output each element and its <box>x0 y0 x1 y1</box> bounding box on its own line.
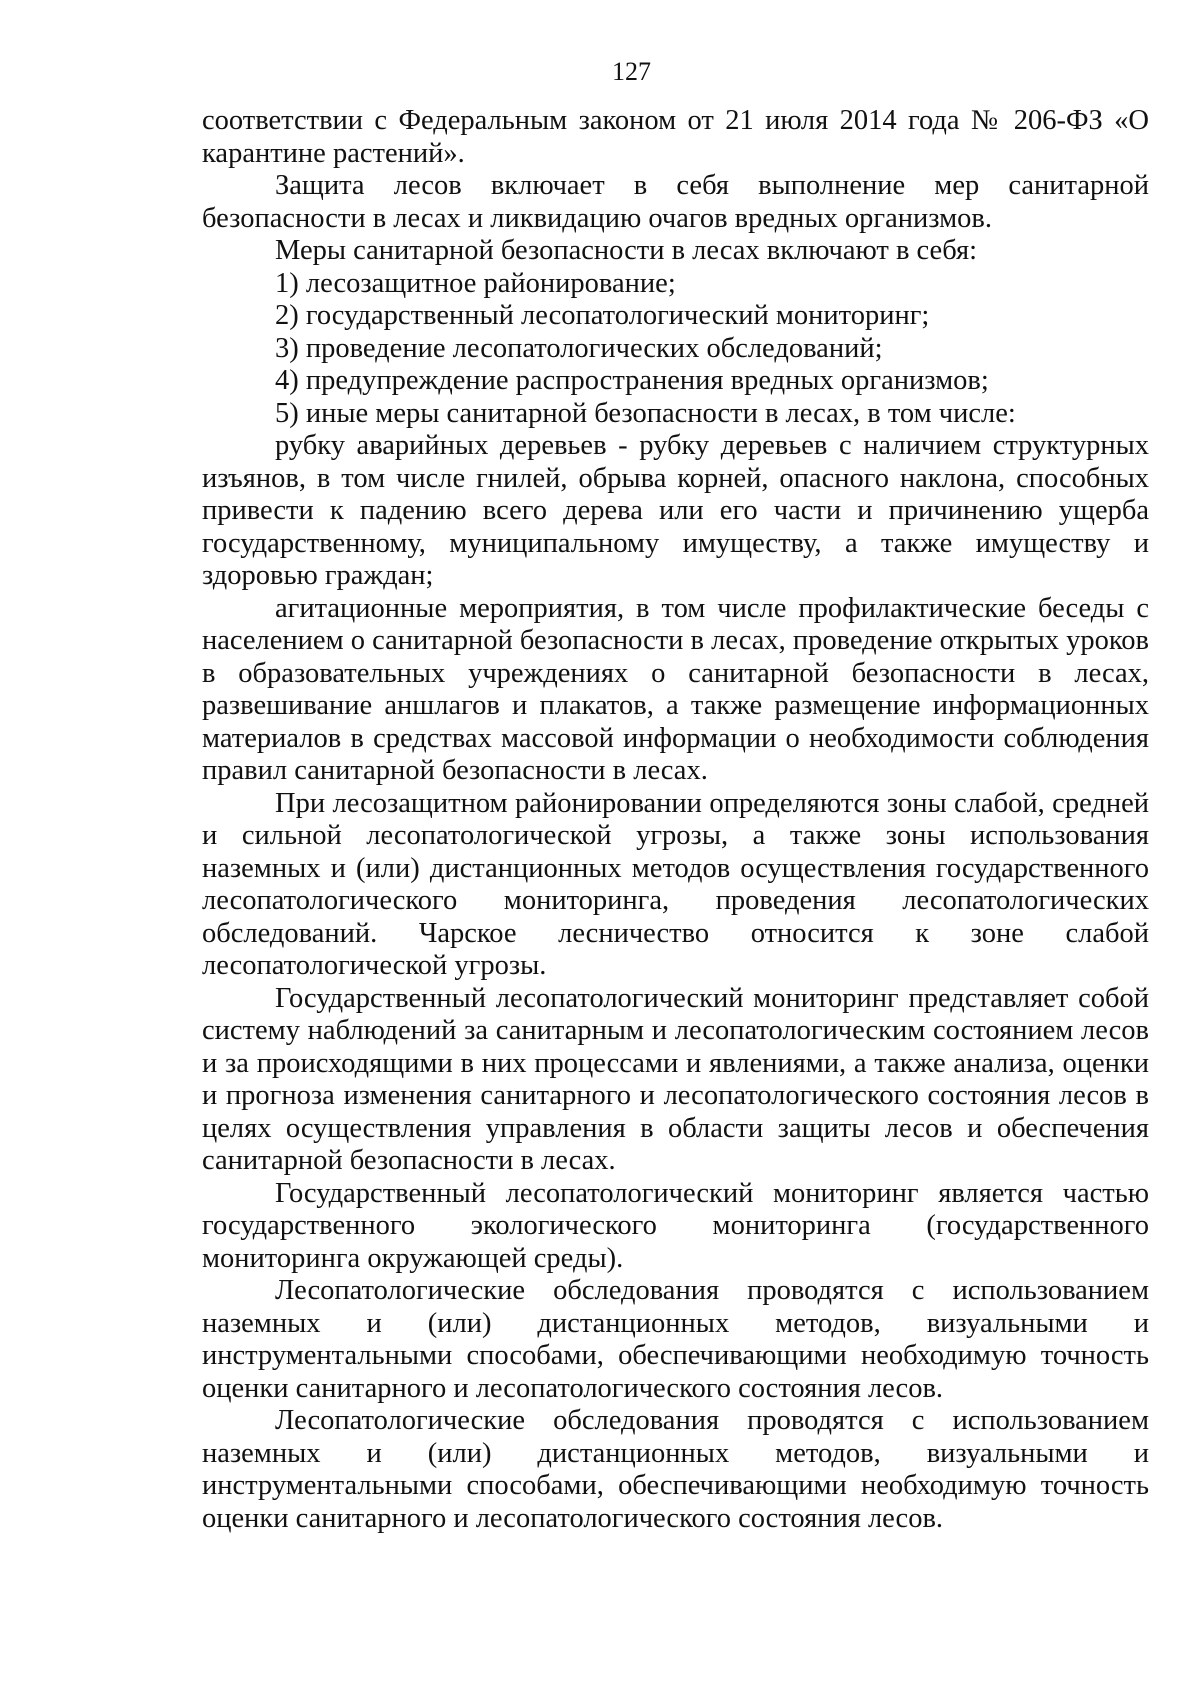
list-item-3: 3) проведение лесопатологических обследований; <box>275 332 883 364</box>
list-item-4: 4) предупреждение распространения вредных организмов; <box>275 365 989 396</box>
page-number: 127 <box>612 57 651 86</box>
paragraph-continuation: соответствии с Федеральным законом от 21 июля 2014 года № 206-ФЗ «О карантине растений». <box>202 105 1149 169</box>
paragraph-surveys-2: Лесопатологические обследования проводятся с использованием наземных и (или) дистанционных методов, визуальными и инструментальными способами, обеспечивающими необходимую точность оценки санитарного и лесопатологического состояния лесов. <box>202 1405 1149 1534</box>
list-item-2: 2) государственный лесопатологический мониторинг; <box>275 300 930 331</box>
paragraph-measures-intro: Меры санитарной безопасности в лесах включают в себя: <box>275 235 978 266</box>
paragraph-emergency-felling: рубку аварийных деревьев - рубку деревьев с наличием структурных изъянов, в том числе гнилей, обрыва корней, опасного наклона, способных привести к падению всего дерева или его части и причинению ущерба государственному, муниципальному имуществу, а также имуществу и здоровью граждан; <box>202 430 1149 591</box>
list-item-5: 5) иные меры санитарной безопасности в лесах, в том числе: <box>275 397 1016 429</box>
paragraph-zoning: При лесозащитном районировании определяются зоны слабой, средней и сильной лесопатологической угрозы, а также зоны использования наземных и (или) дистанционных методов осуществления государственного лесопатологического мониторинга, проведения лесопатологических обследований. Чарское лесничество относится к зоне слабой лесопатологической угрозы. <box>202 787 1149 981</box>
paragraph-monitoring-part: Государственный лесопатологический мониторинг является частью государственного экологического мониторинга (государственного мониторинга окружающей среды). <box>202 1177 1149 1274</box>
paragraph-monitoring-definition: Государственный лесопатологический мониторинг представляет собой систему наблюдений за санитарным и лесопатологическим состоянием лесов и за происходящими в них процессами и явлениями, а также анализа, оценки и прогноза изменения санитарного и лесопатологического состояния лесов в целях осуществления управления в области защиты лесов и обеспечения санитарной безопасности в лесах. <box>202 982 1149 1176</box>
paragraph-forest-protection: Защита лесов включает в себя выполнение мер санитарной безопасности в лесах и ликвидацию очагов вредных организмов. <box>202 170 1149 234</box>
body-text <box>202 105 1149 1535</box>
paragraph-surveys-1: Лесопатологические обследования проводятся с использованием наземных и (или) дистанционных методов, визуальными и инструментальными способами, обеспечивающими необходимую точность оценки санитарного и лесопатологического состояния лесов. <box>202 1275 1149 1404</box>
paragraph-campaign-events: агитационные мероприятия, в том числе профилактические беседы с населением о санитарной безопасности в лесах, проведение открытых уроков в образовательных учреждениях о санитарной безопасности в лесах, развешивание аншлагов и плакатов, а также размещение информационных материалов в средствах массовой информации о необходимости соблюдения правил санитарной безопасности в лесах. <box>202 592 1150 786</box>
list-item-1: 1) лесозащитное районирование; <box>275 267 676 299</box>
